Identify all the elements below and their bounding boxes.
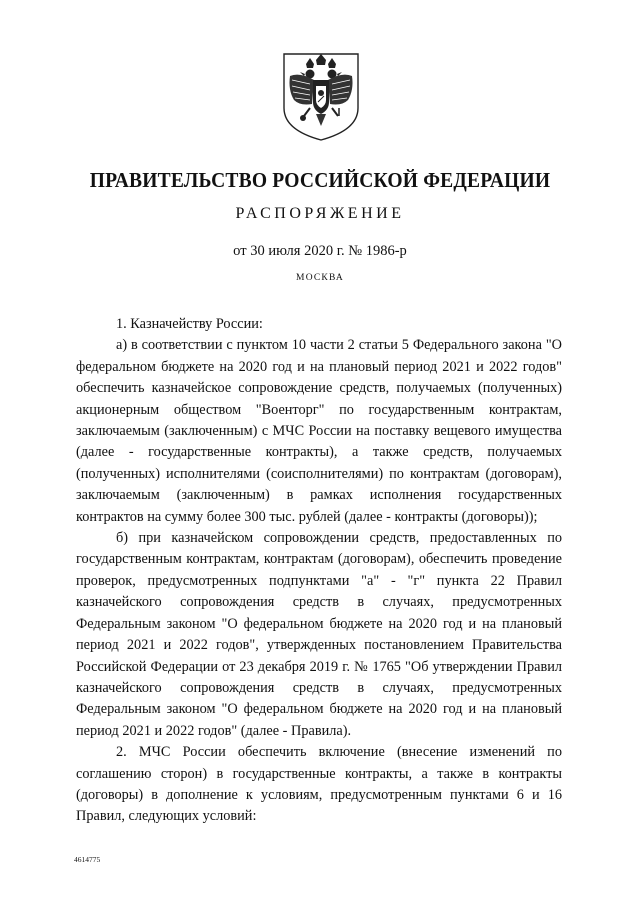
paragraph-1: 1. Казначейству России: bbox=[116, 316, 263, 332]
document-body bbox=[76, 314, 562, 828]
document-type: РАСПОРЯЖЕНИЕ bbox=[235, 205, 405, 222]
paragraph-1b: б) при казначейском сопровождении средств, предоставленных по государственным контрактам, контрактам (договорам), обеспечить проведение проверок, предусмотренных подпунктами "а" - "г" пункта 22 Правил казначейского сопровождения средств в случаях, предусмотренных Федеральным законом "О федеральном бюджете на 2020 год и на плановый период 2021 и 2022 годов", утвержденных постановлением Правительства Российской Федерации от 23 декабря 2019 г. № 1765 "Об утверждении Правил казначейского сопровождения средств в случаях, предусмотренных Федеральным законом "О федеральном бюджете на 2020 год и на плановый период 2021 и 2022 годов" (далее - Правила). bbox=[76, 530, 562, 739]
document-footer-number: 4614775 bbox=[74, 855, 101, 864]
paragraph-1a: а) в соответствии с пунктом 10 части 2 статьи 5 Федерального закона "О федеральном бюджете на 2020 год и на плановый период 2021 и 2022 годов" обеспечить казначейское сопровождение средств, получаемых (полученных) акционерным обществом "Военторг" по государственным контрактам, заключаемым (заключенным) с МЧС России на поставку вещевого имущества (далее - государственные контракты), а также средств, получаемых (полученных) исполнителями (соисполнителями) по контрактам (договорам), заключаемым (заключенным) в рамках исполнения государственных контрактов на сумму более 300 тыс. рублей (далее - контракты (договоры)); bbox=[76, 337, 562, 525]
paragraph-2: 2. МЧС России обеспечить включение (внесение изменений по соглашению сторон) в государственные контракты, а также в контракты (договоры) в дополнение к условиям, предусмотренным пунктами 6 и 16 Правил, следующих условий: bbox=[76, 744, 562, 825]
russian-coat-of-arms-icon bbox=[280, 50, 362, 142]
document-city: МОСКВА bbox=[296, 273, 344, 283]
page-title: ПРАВИТЕЛЬСТВО РОССИЙСКОЙ ФЕДЕРАЦИИ bbox=[89, 168, 551, 192]
document-date-number: от 30 июля 2020 г. № 1986-р bbox=[233, 243, 407, 259]
